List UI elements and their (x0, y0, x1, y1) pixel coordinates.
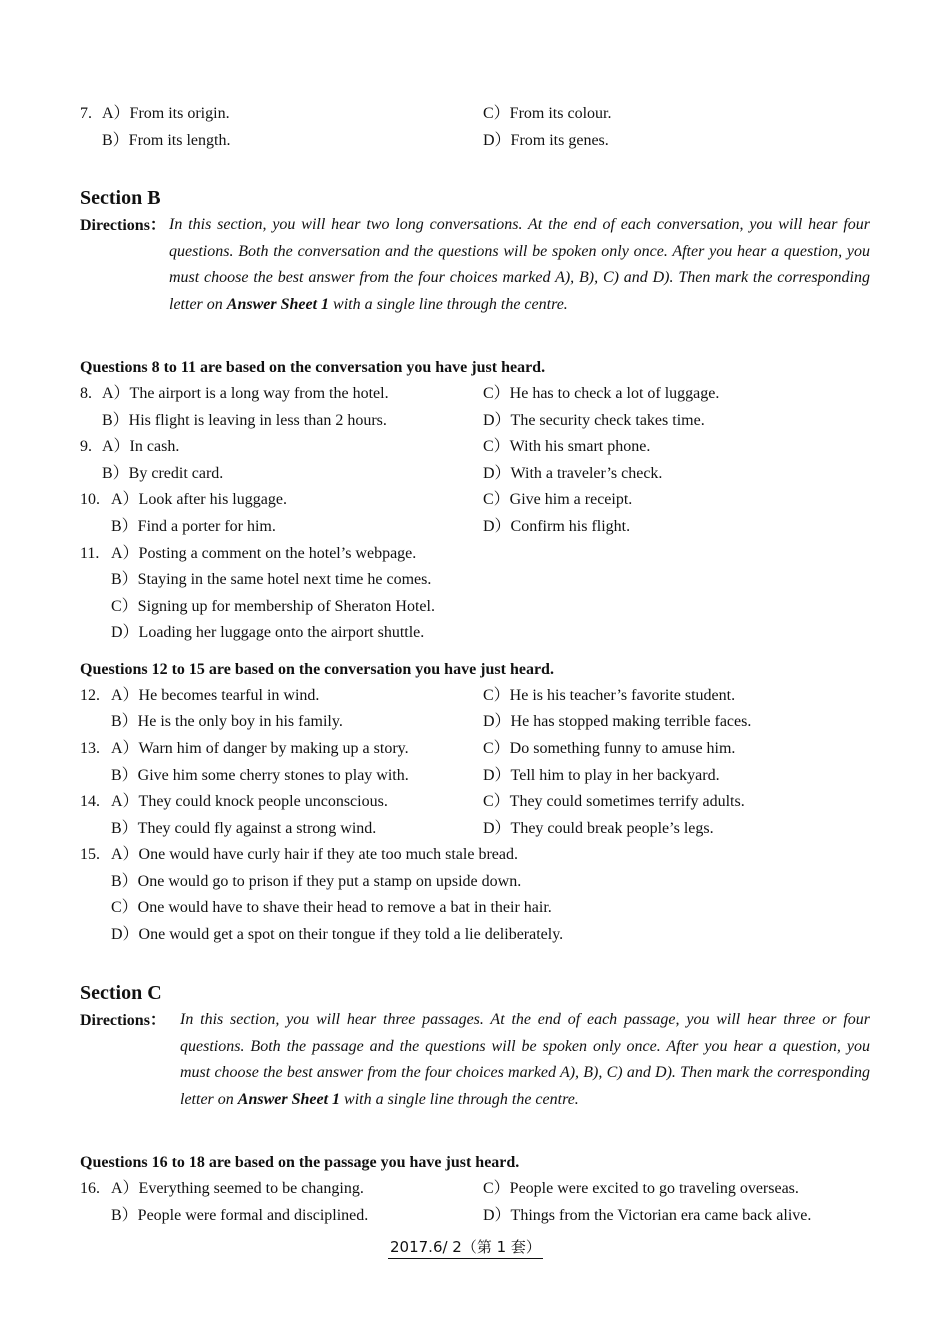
option-d: D）Loading her luggage onto the airport shuttle. (111, 624, 425, 641)
option-a: A）From its origin. (102, 105, 230, 122)
question-number: 13. (80, 740, 100, 757)
answer-sheet-ref: Answer Sheet 1 (226, 295, 330, 313)
question-group-header: Questions 16 to 18 are based on the passage you have just heard. (80, 1154, 520, 1171)
answer-sheet-ref: Answer Sheet 1 (237, 1090, 341, 1108)
option-b: B）People were formal and disciplined. (111, 1207, 369, 1224)
option-a: A）He becomes tearful in wind. (111, 687, 320, 704)
option-c: C）Do something funny to amuse him. (483, 740, 736, 757)
question-number: 9. (80, 438, 92, 455)
directions-label: Directions： (80, 217, 166, 234)
option-a: A）One would have curly hair if they ate too much stale bread. (111, 846, 518, 863)
question-group-header: Questions 8 to 11 are based on the conversation you have just heard. (80, 359, 546, 376)
option-b: B）One would go to prison if they put a stamp on upside down. (111, 873, 522, 890)
question-number: 7. (80, 105, 92, 122)
option-b: B）From its length. (102, 132, 231, 149)
directions-text: In this section, you will hear two long conversations. At the end of each conversation, you will hear four questions. Both the conversation and the questions will be spoken only once. After you hear a question, you must choose the best answer from the four choices marked A), B), C) and D). Then mark the corresponding letter on (169, 216, 870, 313)
question-number: 10. (80, 491, 100, 508)
option-d: D）They could break people’s legs. (483, 820, 714, 837)
option-d: D）He has stopped making terrible faces. (483, 713, 752, 730)
option-a: A）They could knock people unconscious. (111, 793, 388, 810)
question-group-header: Questions 12 to 15 are based on the conversation you have just heard. (80, 661, 554, 678)
question-number: 8. (80, 385, 92, 402)
question-number: 16. (80, 1180, 100, 1197)
option-d: D）One would get a spot on their tongue if they told a lie deliberately. (111, 926, 564, 943)
section-b-directions (169, 212, 870, 318)
option-c: C）From its colour. (483, 105, 612, 122)
option-c: C）Signing up for membership of Sheraton Hotel. (111, 598, 435, 615)
option-c: C）He has to check a lot of luggage. (483, 385, 720, 402)
section-c-title: Section C (80, 982, 162, 1004)
option-b: B）By credit card. (102, 465, 224, 482)
option-a: A）Warn him of danger by making up a story. (111, 740, 409, 757)
option-a: A）Everything seemed to be changing. (111, 1180, 364, 1197)
option-b: B）Staying in the same hotel next time he comes. (111, 571, 432, 588)
directions-text-end: with a single line through the centre. (340, 1090, 579, 1108)
option-d: D）The security check takes time. (483, 412, 705, 429)
directions-label: Directions： (80, 1012, 166, 1029)
question-number: 15. (80, 846, 100, 863)
option-c: C）Give him a receipt. (483, 491, 633, 508)
option-a: A）The airport is a long way from the hotel. (102, 385, 389, 402)
option-a: A）Look after his luggage. (111, 491, 287, 508)
option-c: C）He is his teacher’s favorite student. (483, 687, 736, 704)
option-d: D）Tell him to play in her backyard. (483, 767, 720, 784)
option-d: D）Things from the Victorian era came back alive. (483, 1207, 812, 1224)
option-a: A）In cash. (102, 438, 180, 455)
option-b: B）His flight is leaving in less than 2 hours. (102, 412, 387, 429)
option-b: B）He is the only boy in his family. (111, 713, 343, 730)
option-d: D）Confirm his flight. (483, 518, 631, 535)
page-footer: 2017.6/ 2（第 1 套） (388, 1237, 543, 1259)
directions-text: In this section, you will hear three passages. At the end of each passage, you will hear three or four questions. Both the passage and the questions will be spoken only once. After you hear a question, you must choose the best answer from the four choices marked A), B), C) and D). Then mark the corresponding letter on (180, 1011, 870, 1108)
option-b: B）Find a porter for him. (111, 518, 276, 535)
option-d: D）From its genes. (483, 132, 609, 149)
option-c: C）With his smart phone. (483, 438, 651, 455)
question-number: 12. (80, 687, 100, 704)
section-c-directions (180, 1007, 870, 1113)
option-d: D）With a traveler’s check. (483, 465, 663, 482)
directions-text-end: with a single line through the centre. (329, 295, 568, 313)
option-b: B）They could fly against a strong wind. (111, 820, 377, 837)
section-b-title: Section B (80, 187, 161, 209)
question-number: 11. (80, 545, 100, 562)
option-c: C）One would have to shave their head to remove a bat in their hair. (111, 899, 552, 916)
option-a: A）Posting a comment on the hotel’s webpage. (111, 545, 417, 562)
option-b: B）Give him some cherry stones to play with. (111, 767, 409, 784)
option-c: C）People were excited to go traveling overseas. (483, 1180, 799, 1197)
option-c: C）They could sometimes terrify adults. (483, 793, 745, 810)
question-number: 14. (80, 793, 100, 810)
